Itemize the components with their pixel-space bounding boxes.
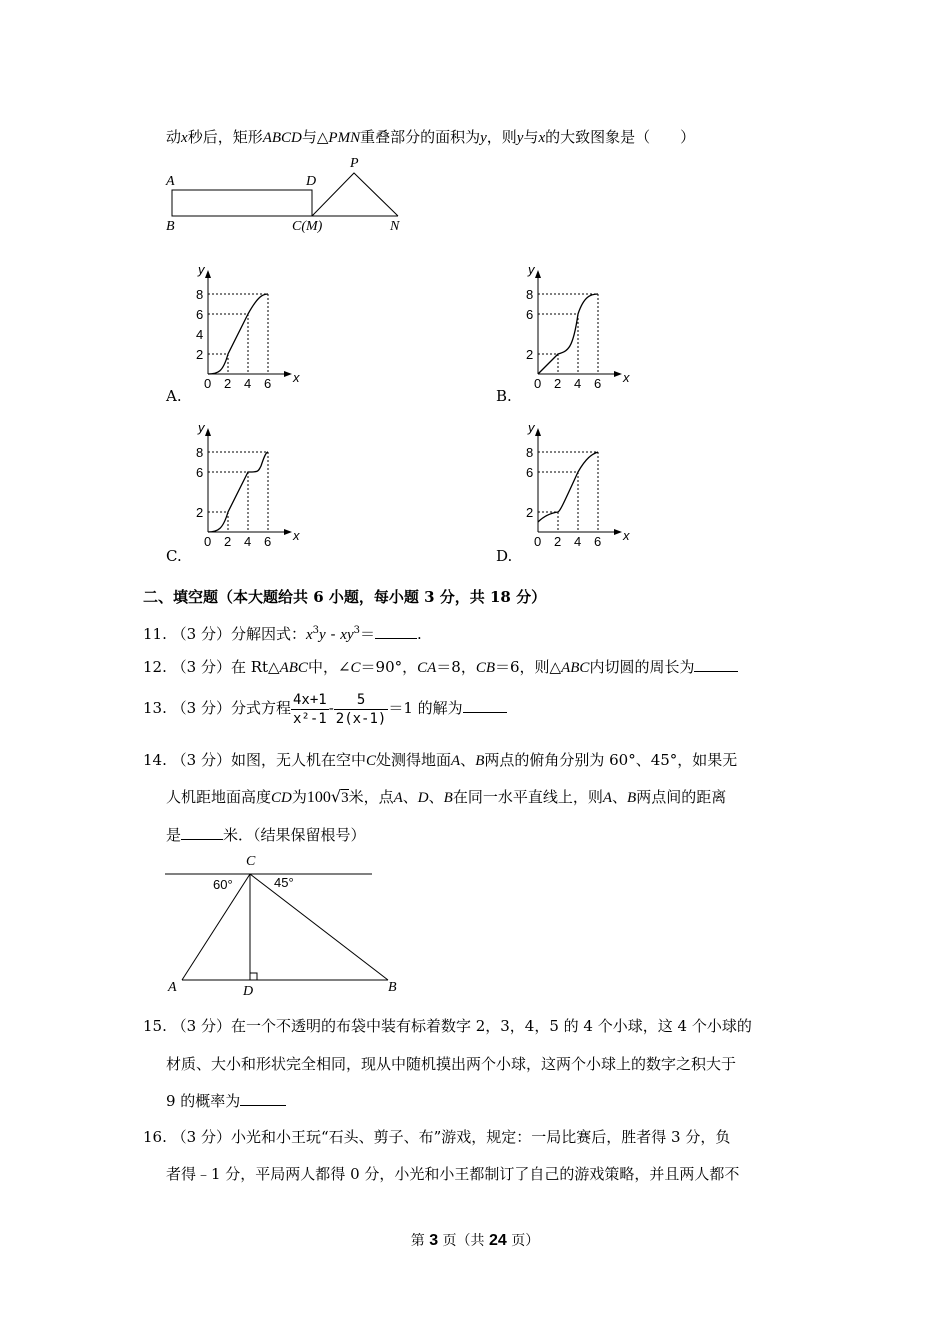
x-axis-arrow <box>614 529 622 535</box>
label-N: N <box>390 219 400 234</box>
y-tick-label: 6 <box>526 307 534 322</box>
x-axis-arrow <box>284 529 292 535</box>
x-tick-label: 4 <box>574 376 582 391</box>
x-tick-label: 0 <box>534 534 542 549</box>
x-tick-label: 4 <box>244 534 252 549</box>
option-letter-C[interactable]: C. <box>166 547 182 565</box>
option-graph-B[interactable] <box>510 262 640 392</box>
question-13: 13. （3 分）分式方程 $\frac{4x+1}{\text{x²-1}}$ - $\frac{5}{2(x-1)}$ ＝1 的解为 <box>143 688 507 728</box>
y-axis-arrow <box>205 428 211 436</box>
x-axis-label: x <box>623 370 630 385</box>
fig14-label-D: D <box>243 984 254 999</box>
option-graph-D[interactable] <box>510 420 640 550</box>
y-tick-label: 6 <box>196 465 204 480</box>
x-axis-label: x <box>293 528 300 543</box>
answer-blank[interactable] <box>240 1091 286 1106</box>
y-tick-label: 8 <box>196 445 204 460</box>
y-tick-label: 6 <box>196 307 204 322</box>
y-axis-arrow <box>205 270 211 278</box>
answer-blank[interactable] <box>181 825 223 840</box>
question-16-line-1: 16. （3 分）小光和小王玩“石头、剪子、布”游戏，规定：一局比赛后，胜者得 3 分，负 <box>143 1128 731 1146</box>
graph-curve <box>208 294 268 374</box>
x-tick-label: 4 <box>574 534 582 549</box>
question-15-line-1: 15. （3 分）在一个不透明的布袋中装有标着数字 2，3，4，5 的 4 个小球，这 4 个小球的 <box>143 1017 752 1035</box>
question-intro: 动x秒后，矩形ABCD与△PMN重叠部分的面积为y，则y与x的大致图象是（ ） <box>166 128 696 146</box>
fraction-1: $\frac{4x+1}{\text{x²-1}}$ <box>292 691 327 727</box>
y-tick-label: 2 <box>196 347 204 362</box>
x-axis-label: x <box>623 528 630 543</box>
y-tick-label: 2 <box>196 505 204 520</box>
fraction-2: $\frac{5}{2(x-1)}$ <box>335 691 387 727</box>
x-tick-label: 6 <box>264 376 272 391</box>
question-16-line-2: 者得﹣1 分，平局两人都得 0 分，小光和小王都制订了自己的游戏策略，并且两人都不 <box>166 1165 740 1183</box>
rectangle-triangle-figure <box>160 160 420 240</box>
y-tick-label: 8 <box>526 445 534 460</box>
option-graph-A[interactable] <box>180 262 310 392</box>
x-axis-arrow <box>614 371 622 377</box>
x-tick-label: 6 <box>264 534 272 549</box>
y-tick-label: 4 <box>196 327 204 342</box>
x-tick-label: 2 <box>554 376 562 391</box>
x-axis-arrow <box>284 371 292 377</box>
label-D: D <box>306 174 317 189</box>
question-14-line-3: 是 米．（结果保留根号） <box>166 826 366 844</box>
x-tick-label: 2 <box>224 534 232 549</box>
fig14-label-B: B <box>388 980 397 995</box>
question-15-line-2: 材质、大小和形状完全相同，现从中随机摸出两个小球，这两个小球上的数字之积大于 <box>166 1055 737 1073</box>
answer-blank[interactable] <box>375 624 417 639</box>
angle-60-label: 60° <box>213 877 233 892</box>
y-axis-label: y <box>528 420 535 435</box>
x-tick-label: 4 <box>244 376 252 391</box>
fig14-label-A: A <box>168 980 177 995</box>
y-tick-label: 2 <box>526 347 534 362</box>
label-CM: C(M) <box>292 219 323 234</box>
question-15-line-3: 9 的概率为 <box>166 1090 286 1112</box>
question-12: 12. （3 分）在 Rt△ABC中，∠C＝90°，CA＝8，CB＝6，则△ABC内切圆的周长为 <box>143 656 738 679</box>
y-tick-label: 8 <box>526 287 534 302</box>
page-footer: 第 3 页（共 24 页） <box>410 1232 540 1249</box>
option-letter-D[interactable]: D. <box>496 547 513 565</box>
section-heading: 二、填空题（本大题给共 6 小题，每小题 3 分，共 18 分） <box>143 588 547 606</box>
question-11: 11. （3 分）分解因式：$x^3y - xy^3=$ . <box>143 625 422 643</box>
label-A: A <box>166 174 175 189</box>
y-tick-label: 8 <box>196 287 204 302</box>
angle-45-label: 45° <box>274 875 294 890</box>
y-tick-label: 6 <box>526 465 534 480</box>
y-axis-arrow <box>535 428 541 436</box>
graph-curve <box>538 294 598 374</box>
x-tick-label: 6 <box>594 534 602 549</box>
option-graph-C[interactable] <box>180 420 310 550</box>
x-tick-label: 0 <box>204 376 212 391</box>
graph-curve <box>208 452 268 532</box>
label-P: P <box>350 156 359 171</box>
y-tick-label: 2 <box>526 505 534 520</box>
y-axis-label: y <box>198 420 205 435</box>
x-tick-label: 0 <box>534 376 542 391</box>
y-axis-label: y <box>198 262 205 277</box>
x-tick-label: 6 <box>594 376 602 391</box>
y-axis-label: y <box>528 262 535 277</box>
answer-blank[interactable] <box>694 657 738 672</box>
x-tick-label: 2 <box>224 376 232 391</box>
y-axis-arrow <box>535 270 541 278</box>
question-14-line-1: 14. （3 分）如图，无人机在空中C处测得地面A、B两点的俯角分别为 60°、45°，如果无 <box>143 751 738 769</box>
fig14-label-C: C <box>246 854 256 869</box>
x-axis-label: x <box>293 370 300 385</box>
answer-blank[interactable] <box>463 698 507 713</box>
x-tick-label: 2 <box>554 534 562 549</box>
question-14-line-2: 人机距地面高度CD为100√3米，点A、D、B在同一水平直线上，则A、B两点间的距离 <box>166 787 727 806</box>
option-letter-B[interactable]: B. <box>496 387 512 405</box>
option-letter-A[interactable]: A. <box>166 387 182 405</box>
x-tick-label: 0 <box>204 534 212 549</box>
label-B: B <box>166 219 175 234</box>
